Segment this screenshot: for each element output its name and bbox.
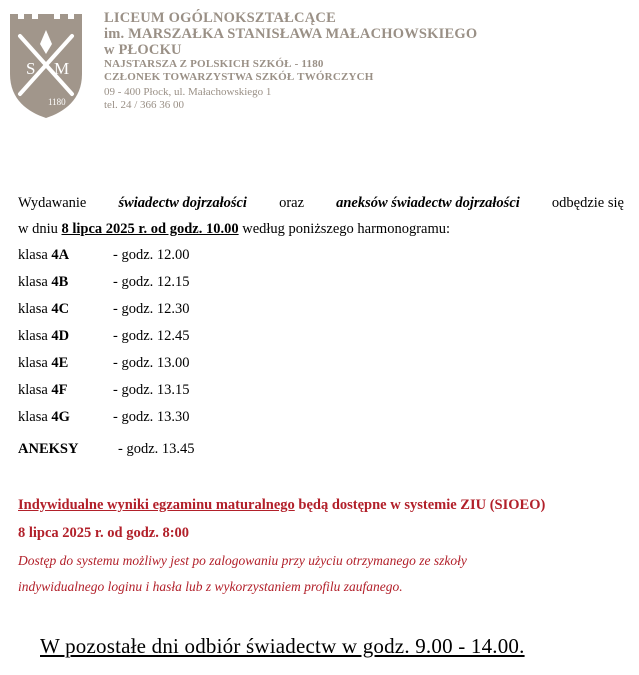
annexes-time: - godz. 13.45 bbox=[118, 441, 195, 457]
class-time: - godz. 12.45 bbox=[113, 328, 190, 344]
class-prefix: klasa bbox=[18, 409, 48, 425]
results-title bbox=[18, 494, 628, 516]
schedule-row bbox=[18, 380, 190, 400]
class-name: 4A bbox=[51, 247, 70, 263]
school-subline-1: NAJSTARSZA Z POLSKICH SZKÓŁ - 1180 bbox=[104, 58, 324, 70]
schedule-row bbox=[18, 326, 190, 346]
school-phone: tel. 24 / 366 36 00 bbox=[104, 99, 185, 111]
class-prefix: klasa bbox=[18, 301, 48, 317]
intro-certificates: świadectw dojrzałości bbox=[118, 195, 247, 211]
school-subline-2: CZŁONEK TOWARZYSTWA SZKÓŁ TWÓRCZYCH bbox=[104, 70, 374, 83]
schedule-row bbox=[18, 245, 190, 265]
class-prefix: klasa bbox=[18, 328, 48, 344]
annexes-label: ANEKSY bbox=[18, 441, 79, 457]
intro-date: 8 lipca 2025 r. od godz. 10.00 bbox=[61, 221, 239, 237]
letterhead bbox=[0, 0, 639, 130]
class-time: - godz. 13.30 bbox=[113, 409, 190, 425]
intro-word: odbędzie się bbox=[551, 195, 624, 211]
intro-line-2 bbox=[18, 216, 624, 242]
class-name: 4B bbox=[51, 274, 69, 290]
letterhead-text bbox=[104, 10, 477, 112]
results-title-rest: będą dostępne w systemie ZIU (SIOEO) bbox=[298, 497, 546, 513]
results-access-line-1: Dostęp do systemu możliwy jest po zalogowaniu przy użyciu otrzymanego ze szkoły bbox=[18, 553, 467, 568]
intro-date-suffix: według poniższego harmonogramu: bbox=[242, 221, 451, 237]
results-title-underlined: Indywidualne wyniki egzaminu maturalnego bbox=[18, 497, 295, 513]
intro-annexes: aneksów świadectw dojrzałości bbox=[336, 195, 520, 211]
results-access-info bbox=[18, 548, 628, 600]
class-name: 4F bbox=[51, 382, 68, 398]
class-time: - godz. 12.00 bbox=[113, 247, 190, 263]
class-name: 4D bbox=[51, 328, 70, 344]
schedule-row bbox=[18, 353, 190, 373]
other-days-notice: W pozostałe dni odbiór świadectw w godz. 9.00 - 14.00. bbox=[40, 634, 525, 658]
schedule-row-annexes bbox=[18, 439, 195, 459]
class-name: 4E bbox=[51, 355, 69, 371]
class-prefix: klasa bbox=[18, 274, 48, 290]
class-time: - godz. 13.15 bbox=[113, 382, 190, 398]
class-prefix: klasa bbox=[18, 382, 48, 398]
school-address: 09 - 400 Płock, ul. Małachowskiego 1 bbox=[104, 86, 272, 98]
logo-letter-s: S bbox=[26, 59, 36, 78]
logo-year: 1180 bbox=[48, 97, 66, 107]
logo-letter-m: M bbox=[54, 59, 70, 78]
school-crest-logo bbox=[4, 8, 88, 120]
schedule-row bbox=[18, 407, 190, 427]
class-time: - godz. 13.00 bbox=[113, 355, 190, 371]
intro-word: Wydawanie bbox=[18, 195, 87, 211]
schedule-row bbox=[18, 299, 190, 319]
results-date: 8 lipca 2025 r. od godz. 8:00 bbox=[18, 525, 190, 541]
intro-date-prefix: w dniu bbox=[18, 221, 58, 237]
school-name-line-3: w PŁOCKU bbox=[104, 42, 182, 58]
class-prefix: klasa bbox=[18, 247, 48, 263]
intro-word: oraz bbox=[279, 195, 305, 211]
intro-line-1 bbox=[18, 190, 624, 216]
school-name-line-1: LICEUM OGÓLNOKSZTAŁCĄCE bbox=[104, 10, 336, 26]
class-time: - godz. 12.30 bbox=[113, 301, 190, 317]
exam-results-notice bbox=[18, 494, 628, 600]
class-name: 4C bbox=[51, 301, 70, 317]
school-name-line-2: im. MARSZAŁKA STANISŁAWA MAŁACHOWSKIEGO bbox=[104, 26, 478, 42]
schedule-row bbox=[18, 272, 190, 292]
results-access-line-2: indywidualnego loginu i hasła lub z wykorzystaniem profilu zaufanego. bbox=[18, 579, 403, 594]
announcement-intro bbox=[18, 190, 624, 242]
class-time: - godz. 12.15 bbox=[113, 274, 190, 290]
class-prefix: klasa bbox=[18, 355, 48, 371]
class-name: 4G bbox=[51, 409, 70, 425]
